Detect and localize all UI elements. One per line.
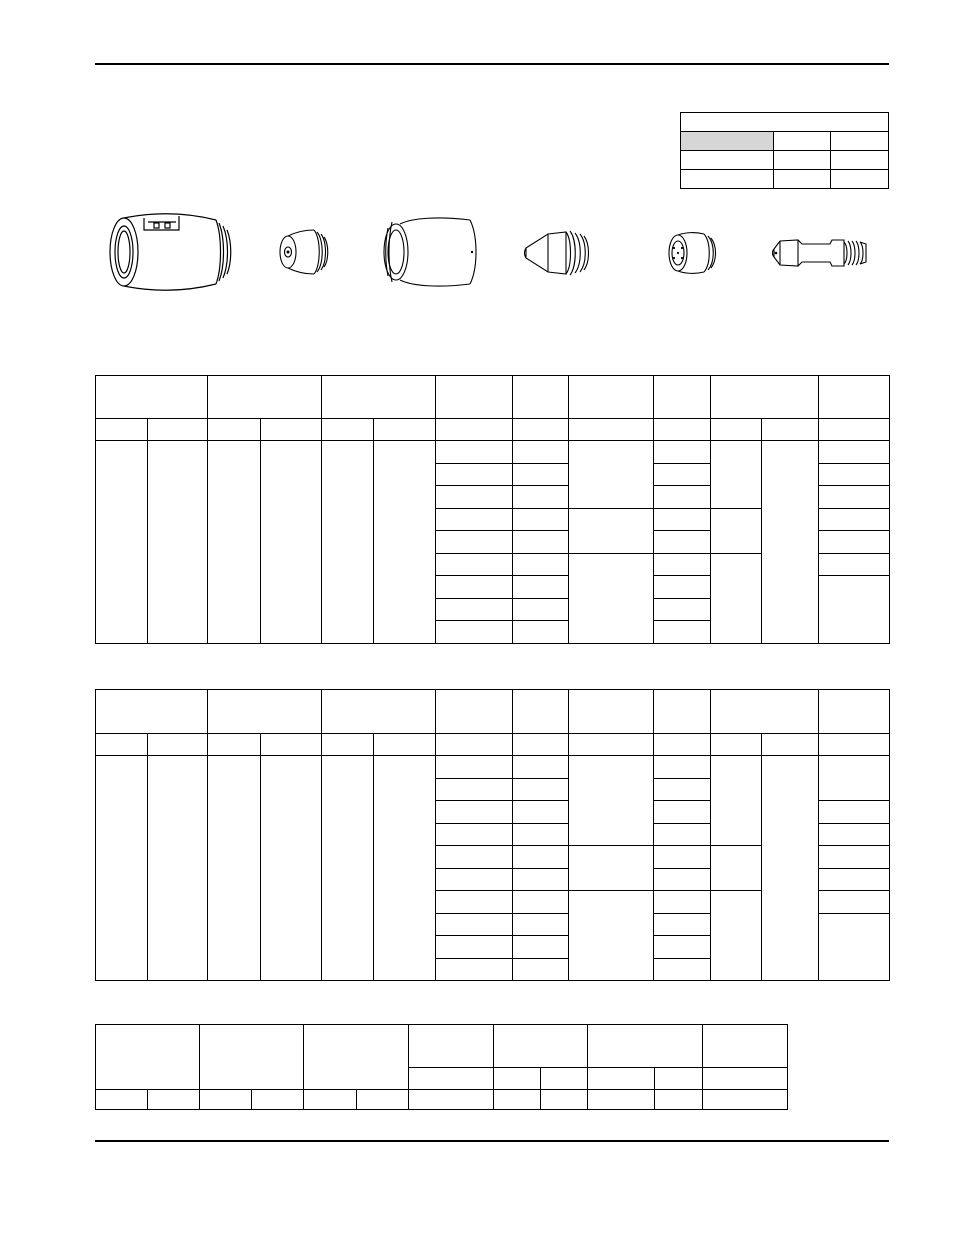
table-cell — [96, 756, 148, 981]
table-cell — [261, 419, 322, 441]
swirl-ring-icon — [664, 228, 718, 278]
table-cell — [96, 690, 208, 734]
table-cell — [762, 734, 819, 756]
table-cell — [436, 778, 513, 801]
table-cell — [655, 1068, 703, 1090]
table-cell — [436, 486, 513, 509]
table-cell — [148, 441, 208, 644]
table-cell — [436, 936, 513, 959]
footer-rule — [95, 1140, 889, 1142]
nozzle-retaining-cap-icon — [378, 212, 480, 288]
table-cell — [322, 734, 374, 756]
table-cell — [513, 823, 569, 846]
table-cell — [569, 891, 654, 981]
table-cell — [654, 486, 711, 509]
table-cell — [322, 756, 374, 981]
shield-icon — [276, 224, 330, 280]
table-cell — [819, 913, 890, 981]
table-cell — [436, 913, 513, 936]
table-row — [96, 1090, 788, 1110]
table-cell — [819, 846, 890, 869]
table-cell — [762, 419, 819, 441]
table-cell — [436, 553, 513, 576]
table-cell — [819, 823, 890, 846]
table-cell — [819, 531, 890, 554]
table-cell — [569, 756, 654, 846]
table-cell — [513, 778, 569, 801]
table-cell — [436, 690, 513, 734]
table-cell — [374, 756, 436, 981]
table-row — [96, 376, 890, 419]
shield-cup-icon — [104, 208, 238, 294]
table-cell — [588, 1025, 703, 1068]
table-cell — [436, 463, 513, 486]
table-cell — [513, 463, 569, 486]
table-cell — [513, 846, 569, 869]
table-cell — [654, 734, 711, 756]
table-cell — [513, 868, 569, 891]
table-cell — [654, 846, 711, 869]
table-cell — [494, 1068, 541, 1090]
table-cell — [819, 508, 890, 531]
table-cell — [569, 419, 654, 441]
table-cell — [148, 419, 208, 441]
table-cell — [819, 441, 890, 464]
table-row — [96, 734, 890, 756]
table-cell — [374, 419, 436, 441]
table-cell — [831, 170, 889, 189]
table-cell — [819, 801, 890, 824]
table-cell — [541, 1068, 588, 1090]
table-cell — [436, 846, 513, 869]
table-cell — [200, 1025, 304, 1090]
table-cell — [819, 868, 890, 891]
table-cell — [304, 1025, 409, 1090]
table-cell — [711, 734, 762, 756]
table-cell — [654, 576, 711, 599]
table-cell — [304, 1090, 357, 1110]
table-cell — [148, 756, 208, 981]
table-cell — [322, 376, 436, 419]
table-cell — [703, 1025, 788, 1068]
table-cell — [208, 376, 322, 419]
table-cell — [654, 756, 711, 779]
table-cell — [831, 151, 889, 170]
table-cell — [409, 1025, 494, 1068]
table-cell — [569, 734, 654, 756]
table-cell — [436, 891, 513, 914]
table-cell — [208, 419, 261, 441]
table-cell — [569, 690, 654, 734]
electrode-icon — [770, 234, 870, 272]
table-row — [681, 170, 889, 189]
table-cell — [513, 958, 569, 981]
table-cell — [96, 734, 148, 756]
table-cell — [96, 1025, 200, 1090]
table-cell — [513, 936, 569, 959]
summary-table — [95, 1024, 788, 1110]
cut-chart-table-b — [95, 689, 890, 981]
table-cell — [436, 823, 513, 846]
table-cell — [703, 1090, 788, 1110]
table-row — [96, 1025, 788, 1068]
table-cell — [569, 846, 654, 891]
table-cell — [569, 441, 654, 509]
table-cell — [261, 441, 322, 644]
table-cell — [819, 756, 890, 801]
table-cell — [654, 531, 711, 554]
table-cell — [711, 419, 762, 441]
table-cell — [322, 441, 374, 644]
table-cell — [711, 376, 819, 419]
table-cell — [654, 690, 711, 734]
table-cell — [654, 778, 711, 801]
table-cell — [654, 891, 711, 914]
table-cell — [655, 1090, 703, 1110]
table-cell — [654, 598, 711, 621]
table-cell — [357, 1090, 409, 1110]
table-cell — [436, 508, 513, 531]
table-cell — [436, 576, 513, 599]
table-cell — [819, 463, 890, 486]
table-cell — [322, 419, 374, 441]
table-cell — [513, 531, 569, 554]
table-cell — [513, 508, 569, 531]
table-cell — [831, 132, 889, 151]
table-row — [681, 113, 889, 132]
table-cell — [148, 1090, 200, 1110]
table-cell — [200, 1090, 252, 1110]
table-cell — [436, 598, 513, 621]
table-cell — [513, 419, 569, 441]
table-cell — [436, 958, 513, 981]
table-cell — [436, 756, 513, 779]
table-cell — [96, 376, 208, 419]
table-cell — [513, 891, 569, 914]
table-cell — [654, 868, 711, 891]
table-cell — [513, 553, 569, 576]
table-cell — [513, 621, 569, 644]
table-cell — [569, 553, 654, 643]
table-cell — [409, 1090, 494, 1110]
table-cell — [762, 756, 819, 981]
table-cell — [96, 1090, 148, 1110]
table-cell — [774, 132, 831, 151]
table-cell — [513, 441, 569, 464]
cut-chart-table-a — [95, 375, 890, 644]
table-cell — [513, 486, 569, 509]
table-cell — [261, 756, 322, 981]
table-cell — [819, 690, 890, 734]
table-cell — [252, 1090, 304, 1110]
table-row — [96, 419, 890, 441]
table-cell — [681, 151, 774, 170]
table-cell — [96, 419, 148, 441]
table-cell — [654, 621, 711, 644]
table-cell — [711, 690, 819, 734]
header-rule — [95, 63, 889, 65]
table-cell — [819, 553, 890, 576]
table-cell — [711, 756, 762, 846]
table-cell — [513, 576, 569, 599]
table-cell — [148, 734, 208, 756]
table-cell — [654, 441, 711, 464]
table-cell — [711, 891, 762, 981]
table-cell — [261, 734, 322, 756]
table-row — [681, 151, 889, 170]
table-cell — [322, 690, 436, 734]
legend-table — [680, 112, 889, 189]
table-cell — [654, 936, 711, 959]
table-cell — [654, 376, 711, 419]
nozzle-icon — [520, 226, 596, 280]
table-cell — [681, 132, 774, 151]
table-row — [96, 756, 890, 779]
table-cell — [513, 913, 569, 936]
table-cell — [494, 1025, 588, 1068]
table-row — [681, 132, 889, 151]
table-cell — [654, 553, 711, 576]
table-cell — [436, 419, 513, 441]
table-cell — [374, 734, 436, 756]
table-row — [96, 441, 890, 464]
table-cell — [819, 419, 890, 441]
table-cell — [513, 598, 569, 621]
table-cell — [513, 690, 569, 734]
table-cell — [96, 441, 148, 644]
table-cell — [654, 958, 711, 981]
table-cell — [819, 891, 890, 914]
table-cell — [654, 913, 711, 936]
table-cell — [703, 1068, 788, 1090]
table-cell — [774, 170, 831, 189]
table-cell — [208, 734, 261, 756]
table-cell — [409, 1068, 494, 1090]
table-cell — [513, 734, 569, 756]
table-cell — [569, 508, 654, 553]
table-cell — [762, 441, 819, 644]
table-cell — [436, 376, 513, 419]
table-cell — [436, 734, 513, 756]
table-cell — [494, 1090, 541, 1110]
table-cell — [208, 441, 261, 644]
table-cell — [588, 1090, 655, 1110]
table-cell — [436, 801, 513, 824]
table-cell — [711, 441, 762, 509]
table-cell — [681, 113, 889, 132]
table-cell — [819, 576, 890, 644]
table-cell — [208, 756, 261, 981]
table-cell — [569, 376, 654, 419]
table-cell — [819, 376, 890, 419]
table-cell — [513, 801, 569, 824]
table-cell — [711, 846, 762, 891]
table-cell — [681, 170, 774, 189]
table-cell — [711, 508, 762, 553]
table-cell — [588, 1068, 655, 1090]
table-cell — [436, 531, 513, 554]
table-cell — [436, 441, 513, 464]
table-cell — [819, 734, 890, 756]
table-cell — [513, 376, 569, 419]
table-cell — [654, 463, 711, 486]
table-cell — [654, 419, 711, 441]
table-cell — [513, 756, 569, 779]
table-cell — [654, 508, 711, 531]
table-cell — [654, 823, 711, 846]
table-cell — [774, 151, 831, 170]
table-cell — [374, 441, 436, 644]
table-cell — [711, 553, 762, 643]
table-cell — [436, 868, 513, 891]
table-cell — [654, 801, 711, 824]
table-cell — [436, 621, 513, 644]
table-cell — [208, 690, 322, 734]
table-cell — [541, 1090, 588, 1110]
table-row — [96, 690, 890, 734]
table-cell — [819, 486, 890, 509]
